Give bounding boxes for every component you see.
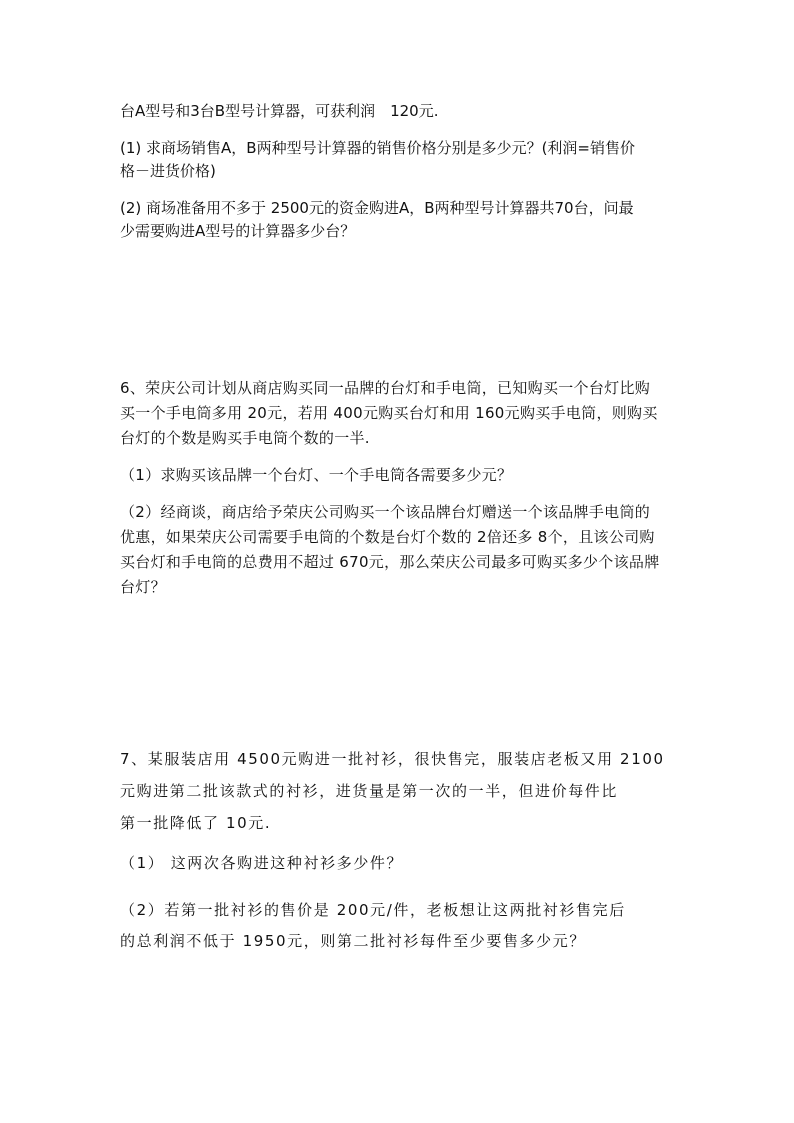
q5-part2-line1: (2) 商场准备用不多于 2500元的资金购进A，B两种型号计算器共70台，问最 [120,199,634,217]
q5-part1-line1: (1) 求商场销售A，B两种型号计算器的销售价格分别是多少元？(利润=销售价 [120,139,635,157]
q7-part2-line1: （2）若第一批衬衫的售价是 200元/件，老板想让这两批衬衫售完后 [120,901,626,919]
q6-stem-line3: 台灯的个数是购买手电筒个数的一半. [120,429,370,447]
q5-part1-line2: 格－进货价格) [120,162,216,180]
q6-part2-line4: 台灯？ [120,578,166,596]
q6-stem-line1: 6、荣庆公司计划从商店购买同一品牌的台灯和手电筒，已知购买一个台灯比购 [120,379,651,397]
q6-part2-line2: 优惠，如果荣庆公司需要手电筒的个数是台灯个数的 2倍还多 8个，且该公司购 [120,528,655,546]
q7-stem-line3: 第一批降低了 10元. [120,814,272,832]
q7-stem-line2: 元购进第二批该款式的衬衫，进货量是第一次的一半，但进价每件比 [120,782,619,800]
q6-part2-line3: 买台灯和手电筒的总费用不超过 670元，那么荣庆公司最多可购买多少个该品牌 [120,553,660,571]
q7-part2-line2: 的总利润不低于 1950元，则第二批衬衫每件至少要售多少元？ [120,932,586,950]
q6-part1: （1）求购买该品牌一个台灯、一个手电筒各需要多少元？ [120,466,513,484]
q6-part2-line1: （2）经商谈，商店给予荣庆公司购买一个该品牌台灯赠送一个该品牌手电筒的 [120,503,651,521]
q7-part1: （1） 这两次各购进这种衬衫多少件？ [120,854,404,872]
q5-stem-line: 台A型号和3台B型号计算器，可获利润 120元. [120,102,439,120]
q7-stem-line1: 7、某服装店用 4500元购进一批衬衫，很快售完，服装店老板又用 2100 [120,750,665,768]
q6-stem-line2: 买一个手电筒多用 20元，若用 400元购买台灯和用 160元购买手电筒，则购买 [120,404,658,422]
q5-part2-line2: 少需要购进A型号的计算器多少台？ [120,222,356,240]
